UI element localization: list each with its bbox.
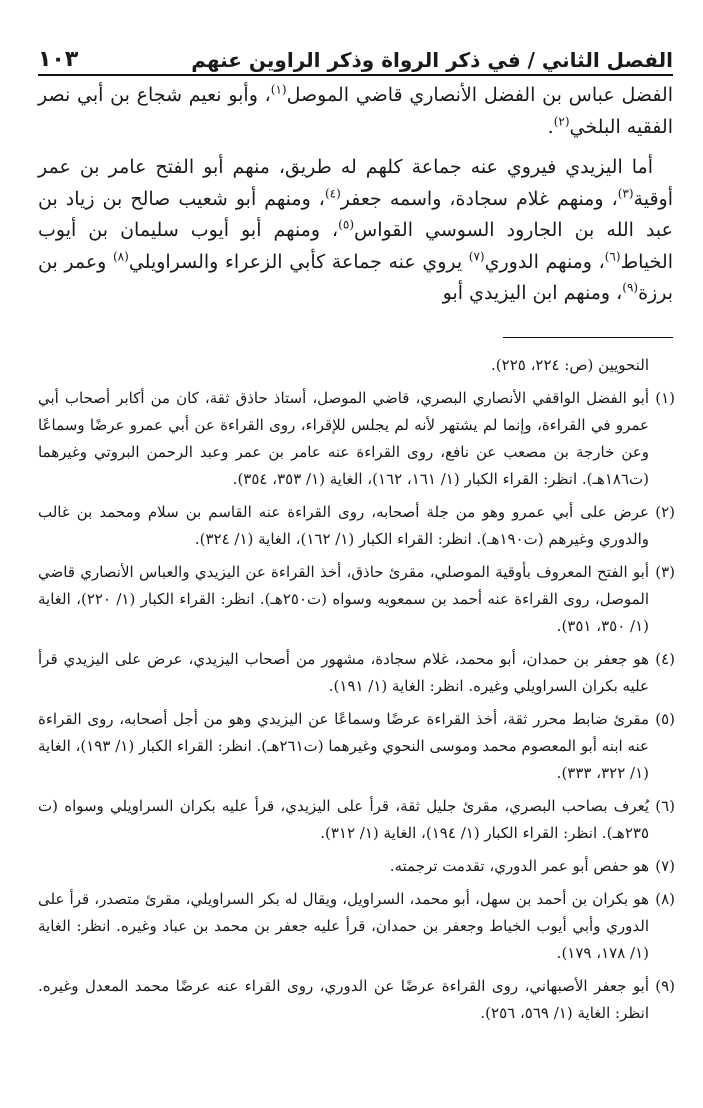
footnote-ref-2[interactable]: (٢): [553, 114, 570, 129]
footnote-number: (٤): [655, 650, 675, 668]
footnote-separator: [503, 337, 673, 338]
text-run: ، ومنهم غلام سجادة، واسمه جعفر: [340, 187, 618, 210]
footnote-text: هو جعفر بن حمدان، أبو محمد، غلام سجادة، مشهور من أصحاب اليزيدي، عرض على اليزيدي قرأ عليه بكران السراويلي وغيره. انظر: الغاية (١/ ١٩١).: [38, 650, 649, 695]
footnote-6: [38, 793, 675, 847]
footnote-7: [38, 853, 675, 880]
footnote-continuation: [38, 352, 675, 379]
footnote-text: هو بكران بن أحمد بن سهل، أبو محمد، السراويل، ويقال له بكر السراويلي، مقرئ متصدر، قرأ على الدوري وأبي أيوب الخياط وجعفر بن حمدان، قرأ عليه جعفر بن محمد بن عباد وغيره. انظر: الغاية (١/ ١٧٨، ١٧٩).: [38, 890, 649, 962]
footnote-text: يُعرف بصاحب البصري، مقرئ جليل ثقة، قرأ على اليزيدي، قرأ عليه بكران السراويلي وسواه (ت ٢٣٥هـ). انظر: القراء الكبار (١/ ١٩٤)، الغاية (١/ ٣١٢).: [38, 797, 649, 842]
footnote-number: (٧): [655, 857, 675, 875]
text-run: ، ومنهم أبو أيوب سليمان بن أيوب الخياط: [38, 219, 673, 273]
footnote-ref-1[interactable]: (١): [270, 82, 287, 97]
footnote-ref-6[interactable]: (٦): [604, 249, 621, 264]
chapter-title: الفصل الثاني / في ذكر الرواة وذكر الراوين عنهم: [191, 48, 673, 72]
footnote-9: [38, 973, 675, 1027]
main-text: [38, 80, 673, 310]
running-header: [38, 40, 673, 76]
text-run: يروي عنه جماعة كأبي الزعراء والسراويلي: [128, 250, 469, 273]
paragraph-2: [38, 152, 673, 310]
footnote-number: (٥): [655, 710, 675, 728]
footnote-ref-9[interactable]: (٩): [622, 280, 639, 295]
text-run: ، ومنهم ابن اليزيدي أبو: [442, 282, 623, 304]
footnote-text: النحويين (ص: ٢٢٤، ٢٢٥).: [491, 356, 649, 374]
footnote-ref-3[interactable]: (٣): [617, 186, 634, 201]
paragraph-1: [38, 80, 673, 143]
footnote-3: [38, 559, 675, 640]
footnote-ref-8[interactable]: (٨): [112, 249, 129, 264]
footnote-ref-5[interactable]: (٥): [338, 217, 354, 232]
footnote-ref-7[interactable]: (٧): [468, 249, 485, 264]
text-run: أما اليزيدي فيروي عنه جماعة كلهم له طريق، منهم أبو الفتح عامر بن عمر أوقية: [38, 156, 673, 210]
text-run: ، ومنهم الدوري: [484, 250, 605, 273]
footnote-number: (٩): [655, 977, 675, 995]
footnotes: [38, 352, 675, 1033]
page-number: ١٠٣: [38, 47, 79, 72]
footnote-text: مقرئ ضابط محرر ثقة، أخذ القراءة عرضًا وسماعًا عن اليزيدي وهو من أجل أصحابه، روى القراءة عنه ابنه أبو المعصوم محمد وموسى النحوي وغيرهما (ت٢٦١هـ). انظر: القراء الكبار (١/ ١٩٣)، الغاية (١/ ٣٢٢، ٣٣٣).: [38, 710, 649, 782]
footnote-text: هو حفص أبو عمر الدوري، تقدمت ترجمته.: [389, 857, 649, 875]
footnote-2: [38, 499, 675, 553]
text-run: ، وأبو نعيم شجاع بن أبي نصر الفقيه البلخي: [38, 84, 673, 138]
footnote-number: (٨): [655, 890, 675, 908]
footnote-number: (٦): [655, 797, 675, 815]
text-run: الفضل عباس بن الفضل الأنصاري قاضي الموصل: [286, 84, 673, 106]
footnote-5: [38, 706, 675, 787]
footnote-ref-4[interactable]: (٤): [324, 186, 341, 201]
text-run: .: [547, 115, 554, 138]
footnote-number: (٢): [655, 503, 675, 521]
footnote-8: [38, 886, 675, 967]
text-run: وعمر بن برزة: [38, 250, 673, 304]
footnote-1: [38, 385, 675, 493]
footnote-text: عرض على أبي عمرو وهو من جلة أصحابه، روى القراءة عنه القاسم بن سلام ومحمد بن غالب والدوري وغيرهم (ت١٩٠هـ). انظر: القراء الكبار (١/ ١٦٢)، الغاية (١/ ٣٢٤).: [38, 503, 649, 548]
footnote-text: أبو الفتح المعروف بأوقية الموصلي، مقرئ حاذق، أخذ القراءة عن اليزيدي والعباس الأنصاري قاضي الموصل، روى القراءة عنه أحمد بن سمعويه وسواه (ت٢٥٠هـ). انظر: القراء الكبار (١/ ٢٢٠)، الغاية (١/ ٣٥٠، ٣٥١).: [38, 563, 649, 635]
footnote-4: [38, 646, 675, 700]
text-run: ، ومنهم أبو شعيب صالح بن زياد بن عبد الله بن الجارود السوسي القواس: [38, 187, 673, 241]
footnote-number: (٣): [655, 563, 675, 581]
footnote-text: أبو الفضل الواقفي الأنصاري البصري، قاضي الموصل، أستاذ حاذق ثقة، كان من أكابر أصحاب أبي عمرو في القراءة، وإنما لم يشتهر لأنه لم يجلس للإقراء، روى القراءة عن أبي عمرو عرضًا وسماعًا وعن خارجة بن مصعب عن نافع، روى القراءة عنه عامر بن عمر وعبد الرحمن البروتي وغيرهما (ت١٨٦هـ). انظر: القراء الكبار (١/ ١٦١، ١٦٢)، الغاية (١/ ٣٥٣، ٣٥٤).: [38, 389, 649, 488]
footnote-number: (١): [655, 389, 675, 407]
footnote-text: أبو جعفر الأصبهاني، روى القراءة عرضًا عن الدوري، روى القراء عنه عرضًا محمد المعدل وغيره. انظر: الغاية (١/ ٥٦٩، ٢٥٦).: [38, 977, 649, 1022]
